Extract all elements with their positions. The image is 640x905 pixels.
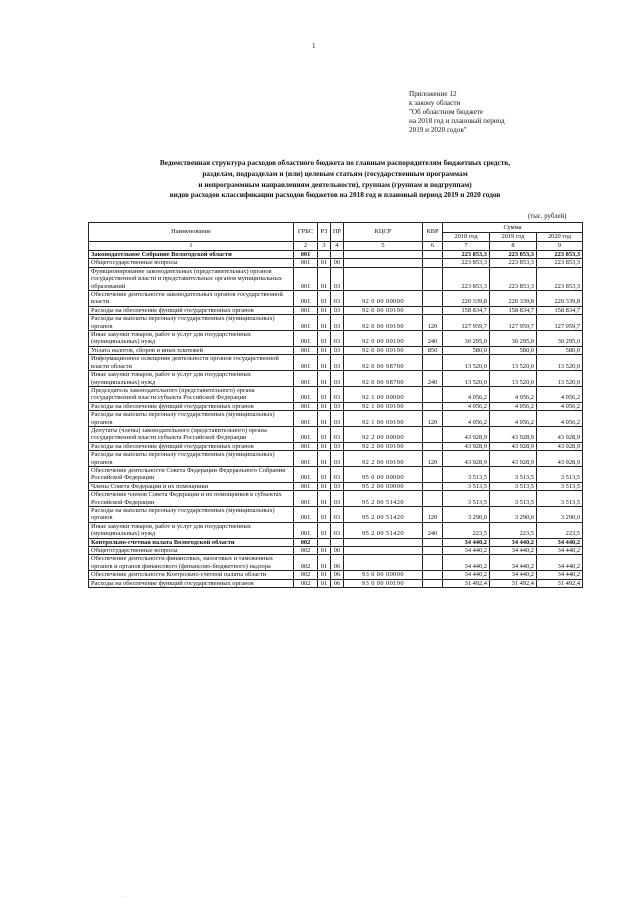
header-row [89,223,583,233]
cell-pr: 03 [331,315,344,331]
cell-name: Информационное освещение деятельности органов государственной власти области [89,355,294,371]
cell-v2019: 3 513,5 [490,491,537,507]
cell-rz: 01 [318,371,331,387]
cell-kcsr: 92 0 00 00190 [344,331,423,347]
cell-kvr: 120 [423,507,443,523]
cell-name: Расходы на обеспечение функций государственных органов [89,442,294,450]
cell-grbs: 001 [294,442,318,450]
table-row [89,466,583,482]
cell-rz: 01 [318,466,331,482]
header-2020: 2020 год [537,233,583,242]
cell-kvr [423,402,443,410]
cell-kcsr [344,259,423,267]
table-row [89,538,583,546]
header-sum: Сумма [443,223,583,233]
cell-name: Члены Совета Федерации и их помощники [89,482,294,490]
cell-kvr: 240 [423,522,443,538]
cell-v2018: 158 834,7 [443,306,490,314]
cell-pr: 06 [331,571,344,579]
cell-rz [318,538,331,546]
cell-v2019: 34 440,2 [490,547,537,555]
table-row [89,346,583,354]
cell-rz: 01 [318,402,331,410]
cell-grbs: 001 [294,507,318,523]
appendix-line: на 2018 год и плановый период [409,116,505,125]
cell-name: Общегосударственные вопросы [89,547,294,555]
cell-kcsr: 92 0 00 00190 [344,346,423,354]
cell-kvr [423,291,443,307]
cell-kvr [423,267,443,290]
cell-v2018: 223 853,3 [443,251,490,259]
cell-name: Иные закупки товаров, работ и услуг для государственных (муниципальных) нужд [89,371,294,387]
cell-v2020: 13 520,0 [537,355,583,371]
cell-v2020: 3 513,5 [537,482,583,490]
cell-pr: 03 [331,291,344,307]
col-number: 6 [423,242,443,251]
cell-rz [318,251,331,259]
col-number: 2 [294,242,318,251]
cell-grbs: 001 [294,426,318,442]
cell-v2019: 223,5 [490,522,537,538]
cell-v2019: 30 295,0 [490,331,537,347]
header-2019: 2019 год [490,233,537,242]
cell-rz: 01 [318,291,331,307]
header-2018: 2018 год [443,233,490,242]
page-number: 1 [312,42,316,50]
cell-grbs: 001 [294,346,318,354]
cell-kcsr: 92 1 00 00190 [344,402,423,410]
table-row [89,451,583,467]
cell-grbs: 001 [294,267,318,290]
cell-v2018: 30 295,0 [443,331,490,347]
table-row [89,306,583,314]
cell-pr: 03 [331,482,344,490]
cell-v2019: 31 492,4 [490,579,537,587]
cell-kvr [423,579,443,587]
cell-name: Иные закупки товаров, работ и услуг для государственных (муниципальных) нужд [89,331,294,347]
cell-kcsr: 95 2 00 51420 [344,491,423,507]
cell-kcsr: 93 0 00 00000 [344,571,423,579]
cell-pr: 06 [331,579,344,587]
col-number: 1 [89,242,294,251]
cell-name: Расходы на выплаты персоналу государственных (муниципальных) органов [89,315,294,331]
cell-grbs: 002 [294,579,318,587]
cell-kcsr: 92 0 00 00190 [344,315,423,331]
scan-specks: · · · [120,895,128,900]
cell-grbs: 001 [294,402,318,410]
cell-grbs: 001 [294,331,318,347]
cell-kvr [423,555,443,571]
col-number: 9 [537,242,583,251]
cell-grbs: 001 [294,466,318,482]
cell-rz: 01 [318,411,331,427]
cell-name: Расходы на выплаты персоналу государственных (муниципальных) органов [89,451,294,467]
cell-kvr: 120 [423,315,443,331]
cell-v2018: 34 440,2 [443,538,490,546]
cell-kvr: 240 [423,331,443,347]
cell-v2019: 34 440,2 [490,571,537,579]
table-row [89,482,583,490]
cell-v2018: 3 513,5 [443,491,490,507]
cell-pr: 03 [331,306,344,314]
cell-v2020: 43 928,9 [537,442,583,450]
cell-pr: 03 [331,522,344,538]
cell-v2020: 34 440,2 [537,538,583,546]
cell-name: Обеспечение членов Совета Федерации и их помощников в субъектах Российской Федерации [89,491,294,507]
header-kcsr: КЦСР [344,223,423,242]
cell-name: Обеспечение деятельности Контрольно-счетной палаты области [89,571,294,579]
cell-v2020: 223,5 [537,522,583,538]
cell-grbs: 001 [294,259,318,267]
cell-grbs: 001 [294,522,318,538]
cell-v2018: 223,5 [443,522,490,538]
table-row [89,426,583,442]
cell-name: Расходы на выплаты персоналу государственных (муниципальных) органов [89,411,294,427]
cell-kcsr: 92 2 00 00000 [344,426,423,442]
cell-name: Председатель законодательного (представительного) органа государственной власти субъекта Российской Федерации [89,386,294,402]
cell-rz: 01 [318,315,331,331]
cell-pr [331,538,344,546]
cell-kcsr: 95 2 00 51420 [344,522,423,538]
cell-rz: 01 [318,522,331,538]
cell-kvr [423,571,443,579]
cell-rz: 01 [318,451,331,467]
cell-grbs: 001 [294,371,318,387]
cell-v2018: 580,0 [443,346,490,354]
cell-pr: 03 [331,426,344,442]
cell-grbs: 001 [294,411,318,427]
cell-name: Расходы на обеспечение функций государственных органов [89,579,294,587]
cell-name: Обеспечение деятельности законодательных органов государственной власти [89,291,294,307]
cell-kvr: 120 [423,411,443,427]
cell-pr: 03 [331,466,344,482]
cell-rz: 01 [318,555,331,571]
cell-grbs: 001 [294,451,318,467]
cell-name: Расходы на обеспечение функций государственных органов [89,402,294,410]
table-row [89,571,583,579]
cell-v2020: 34 440,2 [537,547,583,555]
cell-rz: 01 [318,331,331,347]
cell-kvr [423,466,443,482]
cell-v2018: 43 928,9 [443,451,490,467]
cell-kvr [423,386,443,402]
cell-v2019: 43 928,9 [490,442,537,450]
cell-v2019: 223 853,3 [490,267,537,290]
table-row [89,251,583,259]
cell-v2019: 34 440,2 [490,555,537,571]
cell-kcsr: 95 2 00 00000 [344,482,423,490]
cell-v2019: 3 513,5 [490,466,537,482]
cell-v2018: 43 928,9 [443,442,490,450]
cell-v2019: 223 853,3 [490,251,537,259]
cell-kcsr: 92 1 00 00190 [344,411,423,427]
cell-v2019: 220 339,8 [490,291,537,307]
cell-v2020: 43 928,9 [537,426,583,442]
cell-kcsr [344,267,423,290]
table-row [89,555,583,571]
cell-rz: 01 [318,386,331,402]
cell-name: Депутаты (члены) законодательного (представительного) органа государственной власти субъекта Российской Федерации [89,426,294,442]
cell-v2018: 34 440,2 [443,547,490,555]
cell-kcsr [344,547,423,555]
document-title [100,158,570,201]
cell-pr: 03 [331,491,344,507]
cell-rz: 01 [318,571,331,579]
cell-v2018: 3 513,5 [443,466,490,482]
header-kvr: КВР [423,223,443,242]
cell-kcsr: 92 0 00 98700 [344,355,423,371]
cell-v2019: 127 959,7 [490,315,537,331]
table-row [89,259,583,267]
cell-grbs: 001 [294,482,318,490]
cell-v2018: 34 440,2 [443,555,490,571]
cell-v2018: 223 853,3 [443,267,490,290]
table-row [89,411,583,427]
cell-v2019: 4 056,2 [490,402,537,410]
appendix-line: "Об областном бюджете [409,107,484,116]
table-row [89,291,583,307]
cell-v2019: 43 928,9 [490,451,537,467]
cell-name: Общегосударственные вопросы [89,259,294,267]
col-number: 8 [490,242,537,251]
column-numbers-row [89,242,583,251]
cell-name: Уплата налогов, сборов и иных платежей [89,346,294,354]
cell-kvr [423,538,443,546]
table-row [89,442,583,450]
cell-kcsr [344,251,423,259]
cell-v2020: 43 928,9 [537,451,583,467]
title-line: Ведомственная структура расходов областного бюджета по главным распорядителям бюджетных средств, [159,158,511,167]
cell-v2019: 223 853,3 [490,259,537,267]
table-row [89,331,583,347]
cell-v2019: 43 928,9 [490,426,537,442]
cell-v2018: 4 056,2 [443,386,490,402]
title-line: и непрограммным направлениям деятельности), группам (группам и подгруппам) [198,179,472,189]
cell-rz: 01 [318,355,331,371]
table-row [89,315,583,331]
cell-kcsr: 95 2 00 51420 [344,507,423,523]
cell-v2019: 13 520,0 [490,371,537,387]
cell-v2020: 223 853,3 [537,267,583,290]
cell-v2019: 580,0 [490,346,537,354]
cell-v2019: 13 520,0 [490,355,537,371]
cell-kcsr: 92 0 00 00190 [344,306,423,314]
cell-v2020: 4 056,2 [537,411,583,427]
table-row [89,522,583,538]
cell-v2020: 223 853,3 [537,259,583,267]
cell-v2018: 3 290,0 [443,507,490,523]
cell-grbs: 002 [294,555,318,571]
cell-v2019: 4 056,2 [490,386,537,402]
cell-v2018: 43 928,9 [443,426,490,442]
cell-name: Законодательное Собрание Вологодской области [89,251,294,259]
table-row [89,579,583,587]
cell-v2018: 3 513,5 [443,482,490,490]
cell-v2020: 34 440,2 [537,555,583,571]
cell-kvr [423,259,443,267]
cell-v2020: 127 959,7 [537,315,583,331]
cell-v2020: 220 339,8 [537,291,583,307]
cell-rz: 01 [318,507,331,523]
table-row [89,386,583,402]
cell-kcsr [344,538,423,546]
cell-v2018: 31 492,4 [443,579,490,587]
cell-grbs: 001 [294,355,318,371]
cell-v2020: 34 440,2 [537,571,583,579]
cell-kcsr: 92 2 00 00190 [344,451,423,467]
cell-name: Контрольно-счетная палата Вологодской области [89,538,294,546]
col-number: 5 [344,242,423,251]
cell-pr: 03 [331,451,344,467]
cell-rz: 01 [318,306,331,314]
cell-rz: 01 [318,346,331,354]
cell-v2020: 3 290,0 [537,507,583,523]
cell-pr: 00 [331,547,344,555]
cell-kvr [423,491,443,507]
cell-kcsr [344,555,423,571]
cell-name: Обеспечение деятельности Совета Федерации Федерального Собрания Российской Федерации [89,466,294,482]
cell-rz: 01 [318,426,331,442]
appendix-block [409,90,505,135]
cell-rz: 01 [318,442,331,450]
cell-rz: 01 [318,547,331,555]
cell-pr: 03 [331,386,344,402]
cell-pr: 06 [331,555,344,571]
cell-kvr: 120 [423,451,443,467]
cell-kvr [423,426,443,442]
table-row [89,402,583,410]
table-row [89,371,583,387]
cell-pr: 03 [331,355,344,371]
cell-v2020: 158 834,7 [537,306,583,314]
cell-grbs: 002 [294,538,318,546]
appendix-line: 2019 и 2020 годов" [409,125,467,134]
cell-pr: 03 [331,267,344,290]
cell-v2019: 34 440,2 [490,538,537,546]
header-pr: ПР [331,223,344,242]
cell-grbs: 001 [294,291,318,307]
cell-pr: 03 [331,402,344,410]
cell-kvr [423,482,443,490]
cell-rz: 01 [318,267,331,290]
cell-name: Иные закупки товаров, работ и услуг для государственных (муниципальных) нужд [89,522,294,538]
cell-kvr [423,547,443,555]
cell-rz: 01 [318,482,331,490]
cell-name: Функционирование законодательных (представительных) органов государственной власти и представительных органов муниципальных образований [89,267,294,290]
header-grbs: ГРБС [294,223,318,242]
title-line: разделам, подразделам и (или) целевым статьям (государственным программам [202,168,468,178]
table-row [89,267,583,290]
cell-name: Расходы на обеспечение функций государственных органов [89,306,294,314]
cell-v2020: 4 056,2 [537,402,583,410]
cell-kcsr: 93 0 00 00190 [344,579,423,587]
cell-grbs: 001 [294,315,318,331]
cell-v2018: 220 339,8 [443,291,490,307]
cell-v2019: 3 513,5 [490,482,537,490]
cell-v2019: 3 290,0 [490,507,537,523]
cell-v2020: 4 056,2 [537,386,583,402]
cell-v2020: 3 513,5 [537,466,583,482]
cell-grbs: 002 [294,547,318,555]
cell-pr: 03 [331,411,344,427]
cell-v2019: 4 056,2 [490,411,537,427]
table-row [89,355,583,371]
cell-pr: 03 [331,331,344,347]
cell-grbs: 002 [294,571,318,579]
cell-v2018: 223 853,3 [443,259,490,267]
cell-kvr [423,251,443,259]
cell-kcsr: 92 2 00 00190 [344,442,423,450]
cell-grbs: 001 [294,491,318,507]
cell-rz: 01 [318,579,331,587]
cell-v2020: 31 492,4 [537,579,583,587]
cell-pr [331,251,344,259]
title-line: видов расходов классификации расходов бюджетов на 2018 год и плановый период 2019 и 2020 годов [169,190,501,200]
cell-rz: 01 [318,259,331,267]
cell-v2020: 580,0 [537,346,583,354]
cell-pr: 03 [331,346,344,354]
cell-name: Расходы на выплаты персоналу государственных (муниципальных) органов [89,507,294,523]
cell-v2018: 13 520,0 [443,371,490,387]
cell-rz: 01 [318,491,331,507]
cell-v2018: 13 520,0 [443,355,490,371]
header-name: Наименование [89,223,294,242]
cell-kvr: 850 [423,346,443,354]
cell-kcsr: 95 0 00 00000 [344,466,423,482]
cell-v2019: 158 834,7 [490,306,537,314]
cell-v2020: 3 513,5 [537,491,583,507]
cell-kvr: 240 [423,371,443,387]
cell-kcsr: 92 0 00 98700 [344,371,423,387]
appendix-line: Приложение 12 [409,90,457,98]
cell-v2020: 223 853,3 [537,251,583,259]
table-row [89,507,583,523]
cell-grbs: 001 [294,251,318,259]
cell-v2020: 30 295,0 [537,331,583,347]
cell-name: Обеспечение деятельности финансовых, налоговых и таможенных органов и органов финансового (финансово-бюджетного) надзора [89,555,294,571]
cell-pr: 00 [331,259,344,267]
table-row [89,547,583,555]
cell-kvr [423,306,443,314]
col-number: 4 [331,242,344,251]
cell-grbs: 001 [294,306,318,314]
col-number: 7 [443,242,490,251]
cell-kvr [423,442,443,450]
cell-kcsr: 92 0 00 00000 [344,291,423,307]
cell-pr: 03 [331,507,344,523]
budget-table [88,222,583,588]
cell-v2018: 34 440,2 [443,571,490,579]
cell-grbs: 001 [294,386,318,402]
table-body [89,251,583,588]
col-number: 3 [318,242,331,251]
cell-v2018: 127 959,7 [443,315,490,331]
cell-kcsr: 92 1 00 00000 [344,386,423,402]
header-rz: РЗ [318,223,331,242]
appendix-line: к закону области [409,98,461,107]
cell-pr: 03 [331,442,344,450]
table-row [89,491,583,507]
cell-pr: 03 [331,371,344,387]
cell-v2020: 13 520,0 [537,371,583,387]
cell-kvr [423,355,443,371]
units-label: (тыс. рублей) [528,213,567,220]
cell-v2018: 4 056,2 [443,402,490,410]
cell-v2018: 4 056,2 [443,411,490,427]
